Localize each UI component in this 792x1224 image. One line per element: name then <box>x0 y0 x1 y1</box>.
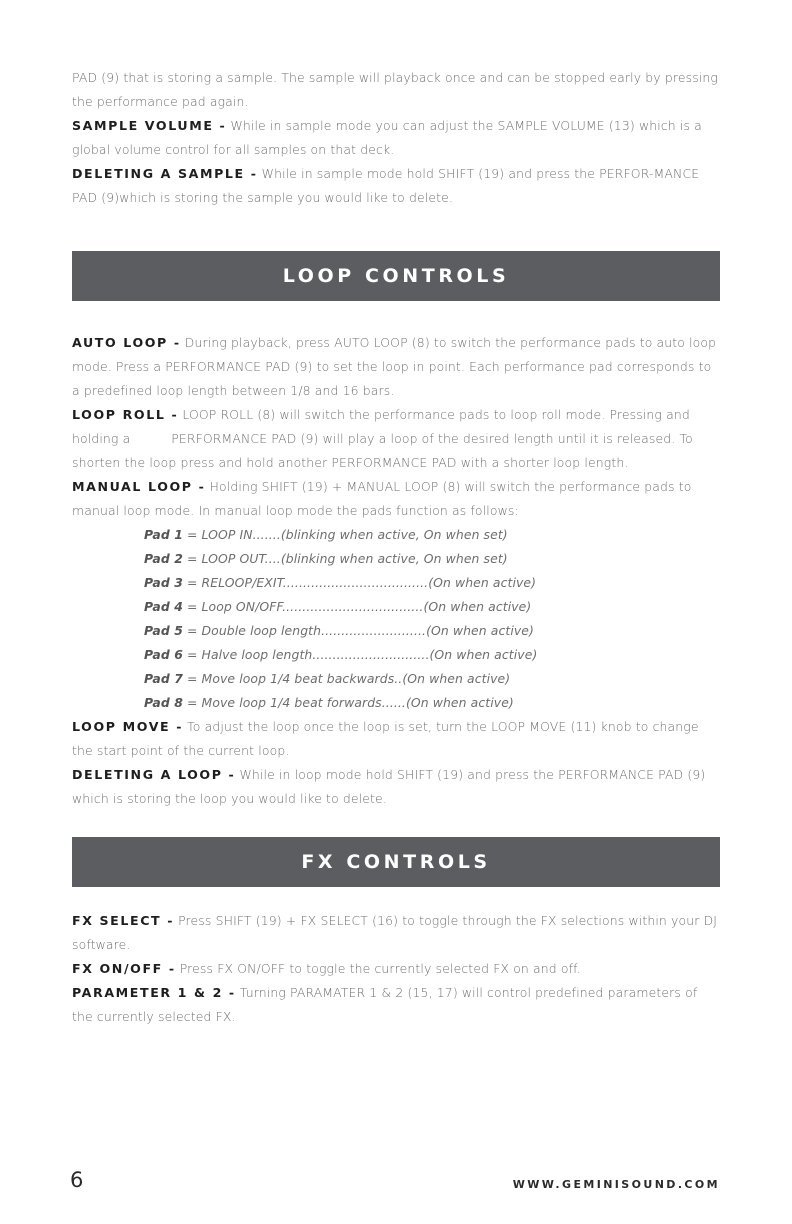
fx-select-paragraph <box>72 909 720 957</box>
sample-volume-paragraph <box>72 114 720 162</box>
manual-loop-text: Holding SHIFT (19) + MANUAL LOOP (8) will switch the performance pads to manual loop mode. In manual loop mode the pads function as follows: <box>72 479 692 518</box>
fx-onoff-term: FX ON/OFF - <box>72 961 176 976</box>
fx-onoff-text: Press FX ON/OFF to toggle the currently selected FX on and off. <box>175 961 581 976</box>
auto-loop-paragraph <box>72 331 720 403</box>
pad-function-list <box>72 523 720 715</box>
manual-loop-term: MANUAL LOOP - <box>72 479 206 494</box>
pad-description: = Move loop 1/4 beat forwards......(On when active) <box>182 695 514 710</box>
pad-name: Pad 2 <box>144 551 183 566</box>
parameter-term: PARAMETER 1 & 2 - <box>72 985 236 1000</box>
parameter-text: Turning PARAMATER 1 & 2 (15, 17) will control predefined parameters of the currently selected FX. <box>72 985 698 1024</box>
loop-move-term: LOOP MOVE - <box>72 719 184 734</box>
pad-list-item <box>144 643 720 667</box>
deleting-loop-text: While in loop mode hold SHIFT (19) and press the PERFORMANCE PAD (9) which is storing the loop you would like to delete. <box>72 767 706 806</box>
page-number: 6 <box>70 1168 84 1192</box>
deleting-sample-text: While in sample mode hold SHIFT (19) and press the PERFOR-MANCE PAD (9)which is storing the sample you would like to delete. <box>72 166 700 205</box>
loop-roll-text: LOOP ROLL (8) will switch the performance pads to loop roll mode. Pressing and holding a PERFORMANCE PAD (9) will play a loop of the desired length until it is released. To shorten the loop press and hold another PERFORMANCE PAD with a shorter loop length. <box>72 407 697 470</box>
pad-name: Pad 5 <box>144 623 183 638</box>
deleting-sample-paragraph <box>72 162 720 210</box>
fx-controls-banner <box>72 837 720 887</box>
pad-name: Pad 8 <box>144 695 183 710</box>
pad-list-item <box>144 595 720 619</box>
sample-playback-paragraph <box>72 66 720 114</box>
sample-playback-text: PAD (9) that is storing a sample. The sample will playback once and can be stopped early by pressing the performance pad again. <box>72 70 719 109</box>
pad-description: = Loop ON/OFF...................................(On when active) <box>182 599 532 614</box>
pad-description: = Move loop 1/4 beat backwards..(On when active) <box>182 671 511 686</box>
fx-onoff-paragraph <box>72 957 720 981</box>
pad-name: Pad 1 <box>144 527 183 542</box>
loop-roll-paragraph <box>72 403 720 475</box>
pad-description: = RELOOP/EXIT....................................(On when active) <box>182 575 537 590</box>
auto-loop-text: During playback, press AUTO LOOP (8) to switch the performance pads to auto loop mode. Press a PERFORMANCE PAD (9) to set the loop in point. Each performance pad corresponds to a predefined loop length between 1/8 and 16 bars. <box>72 335 717 398</box>
pad-name: Pad 7 <box>144 671 183 686</box>
pad-description: = LOOP OUT....(blinking when active, On when set) <box>182 551 508 566</box>
pad-list-item <box>144 547 720 571</box>
loop-roll-term: LOOP ROLL - <box>72 407 179 422</box>
manual-page <box>72 66 720 1029</box>
pad-name: Pad 6 <box>144 647 183 662</box>
loop-controls-banner <box>72 251 720 301</box>
fx-controls-title: FX CONTROLS <box>301 851 491 873</box>
deleting-loop-paragraph <box>72 763 720 811</box>
pad-list-item <box>144 571 720 595</box>
sample-volume-text: While in sample mode you can adjust the SAMPLE VOLUME (13) which is a global volume control for all samples on that deck. <box>72 118 702 157</box>
website-url: WWW.GEMINISOUND.COM <box>512 1178 720 1191</box>
loop-controls-title: LOOP CONTROLS <box>282 265 510 287</box>
deleting-loop-term: DELETING A LOOP - <box>72 767 236 782</box>
deleting-sample-term: DELETING A SAMPLE - <box>72 166 258 181</box>
pad-description: = Halve loop length.............................(On when active) <box>182 647 538 662</box>
pad-list-item <box>144 691 720 715</box>
fx-select-term: FX SELECT - <box>72 913 175 928</box>
pad-list-item <box>144 667 720 691</box>
pad-name: Pad 4 <box>144 599 183 614</box>
pad-list-item <box>144 619 720 643</box>
pad-name: Pad 3 <box>144 575 183 590</box>
parameter-paragraph <box>72 981 720 1029</box>
fx-select-text: Press SHIFT (19) + FX SELECT (16) to toggle through the FX selections within your DJ software. <box>72 913 718 952</box>
sample-volume-term: SAMPLE VOLUME - <box>72 118 227 133</box>
manual-loop-paragraph <box>72 475 720 523</box>
pad-description: = Double loop length..........................(On when active) <box>182 623 534 638</box>
pad-description: = LOOP IN.......(blinking when active, On when set) <box>182 527 508 542</box>
auto-loop-term: AUTO LOOP - <box>72 335 181 350</box>
pad-list-item <box>144 523 720 547</box>
loop-move-text: To adjust the loop once the loop is set, turn the LOOP MOVE (11) knob to change the start point of the current loop. <box>72 719 699 758</box>
loop-move-paragraph <box>72 715 720 763</box>
